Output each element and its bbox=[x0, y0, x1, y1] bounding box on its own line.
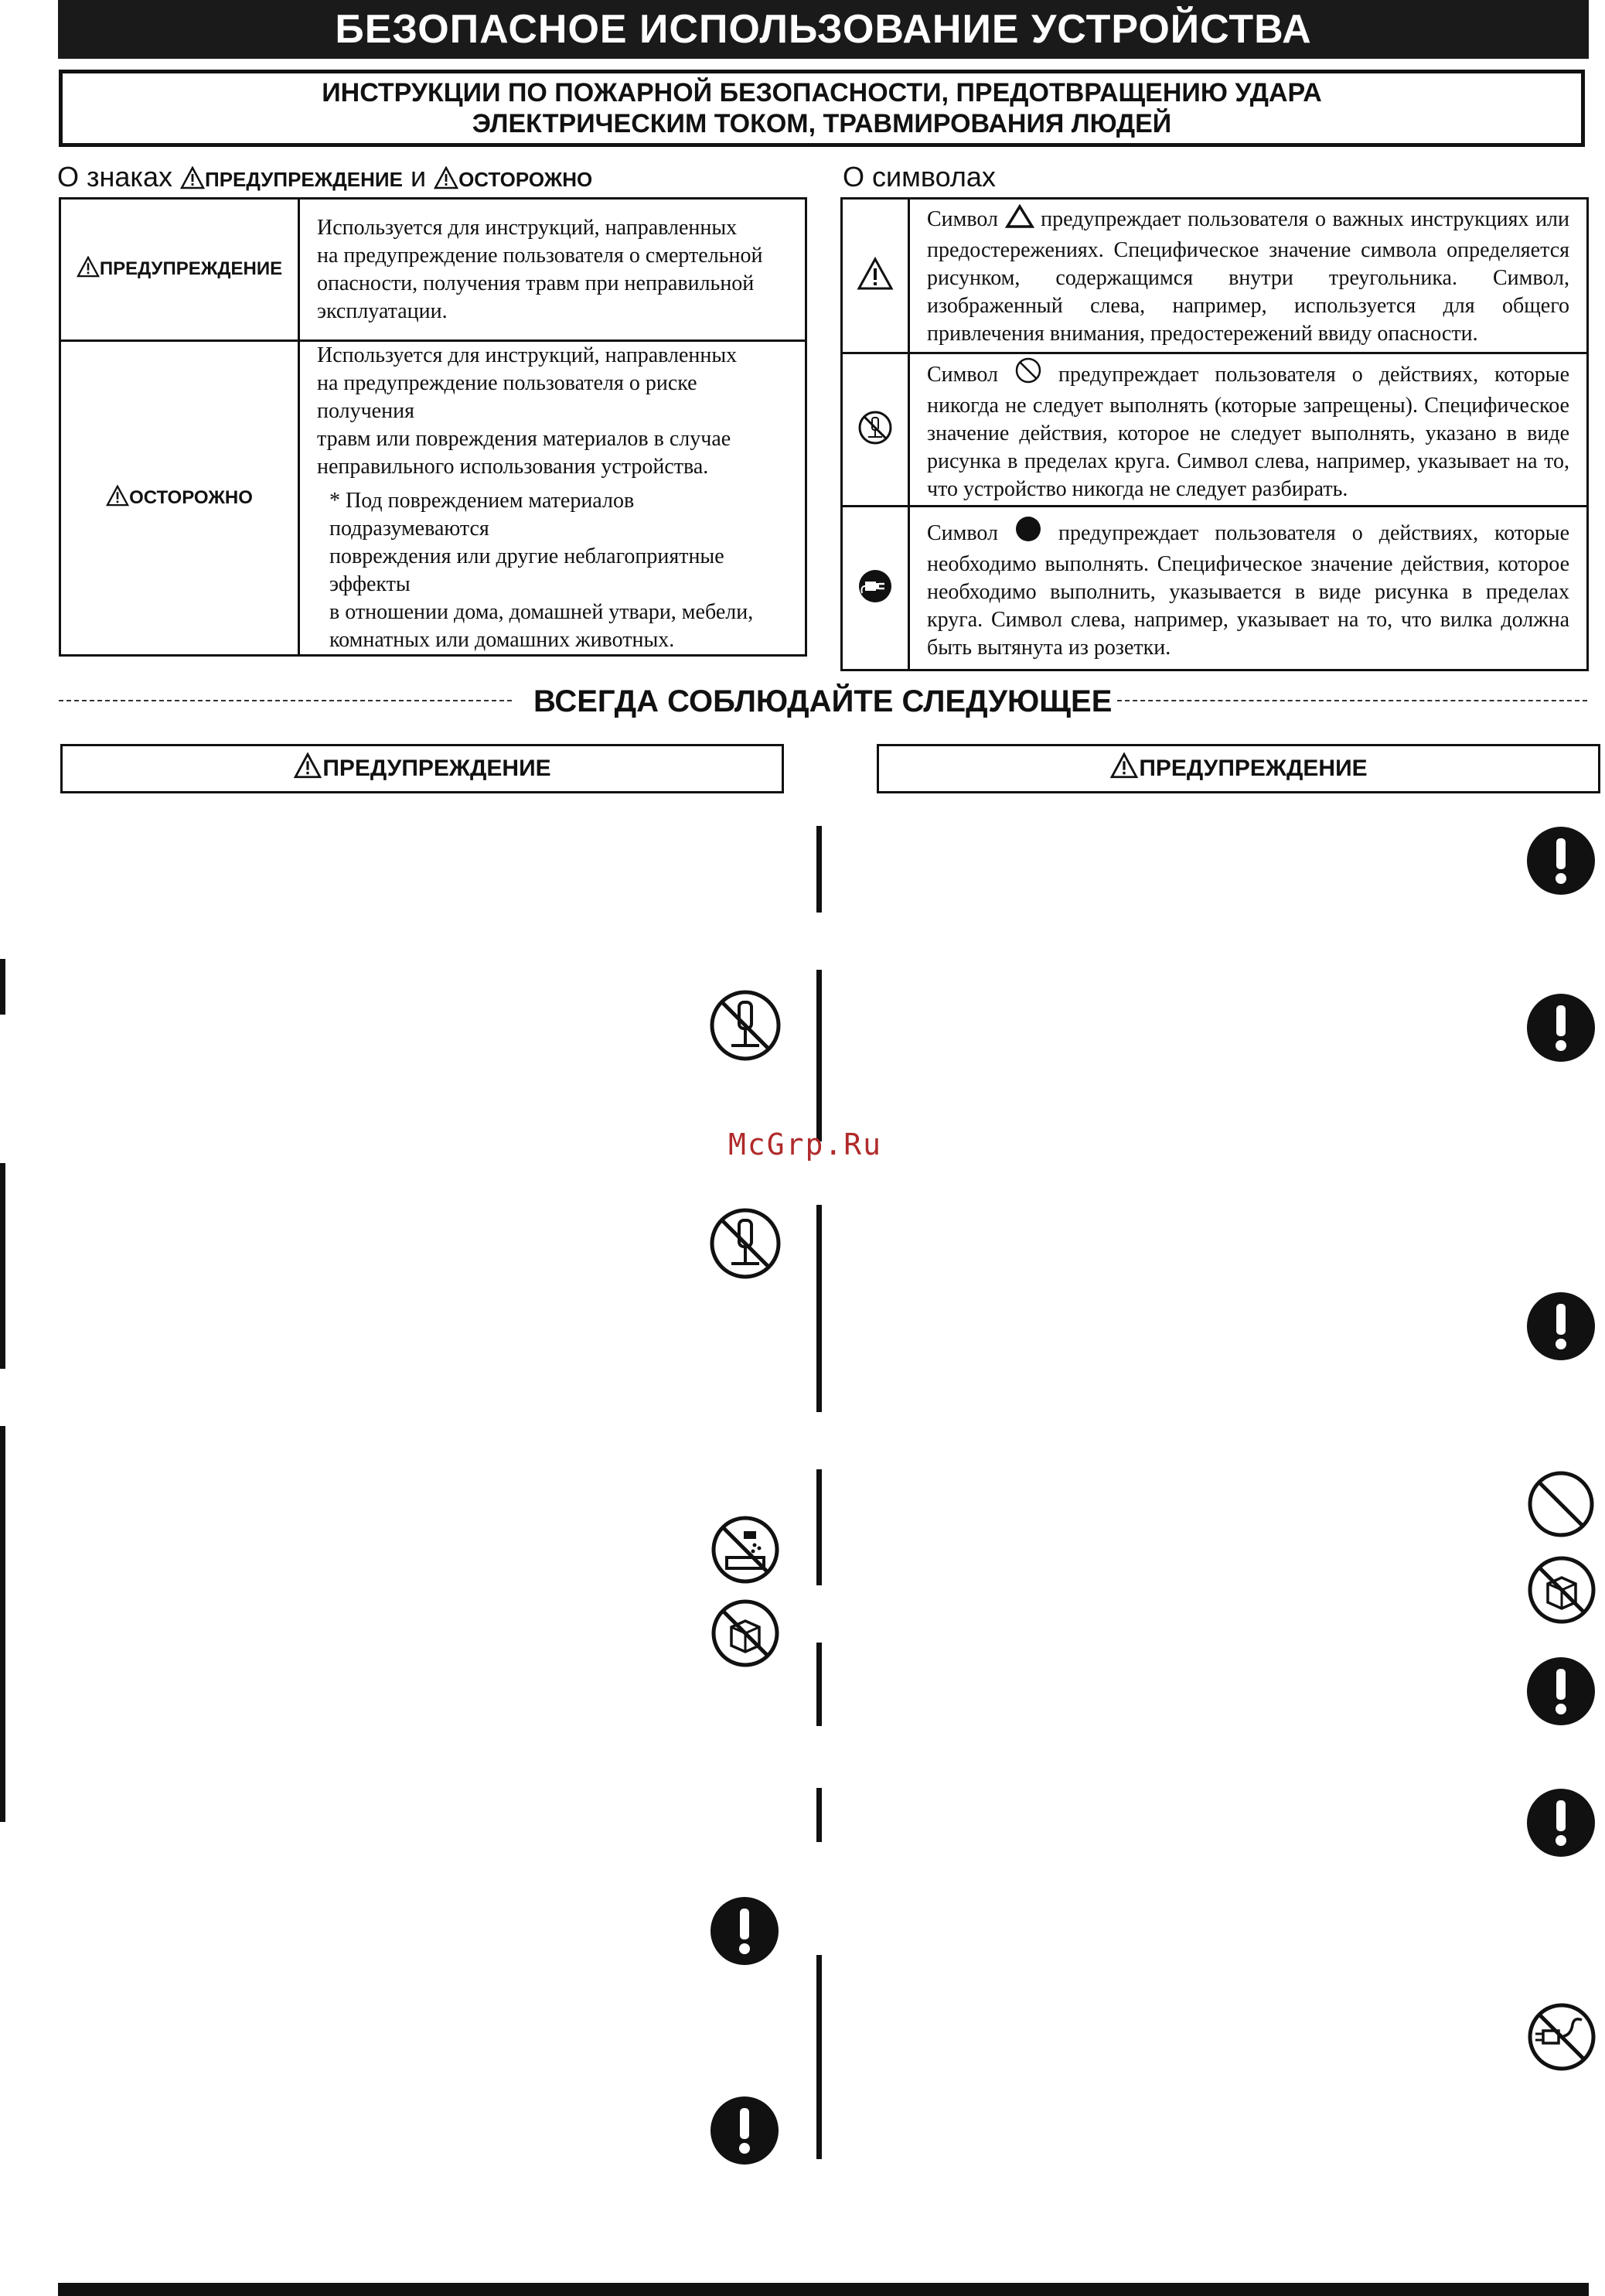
unplug-icon bbox=[857, 594, 893, 607]
warning-triangle-icon bbox=[180, 164, 205, 196]
watermark: McGrp.Ru bbox=[728, 1128, 883, 1162]
warning-desc-line: опасности, получения травм при неправильной bbox=[317, 271, 755, 295]
no-disassembly-icon bbox=[708, 1206, 782, 1284]
safety-subtitle bbox=[59, 70, 1585, 147]
symbol-lead: Символ bbox=[927, 362, 999, 387]
symbols-row-mandatory bbox=[842, 507, 1588, 670]
mandatory-action-icon bbox=[710, 1896, 779, 1970]
section-marker bbox=[816, 1643, 822, 1726]
symbol-cell-mandatory bbox=[842, 507, 909, 670]
warning-triangle-icon bbox=[106, 485, 129, 512]
always-heading: ВСЕГДА СОБЛЮДАЙТЕ СЛЕДУЮЩЕЕ bbox=[533, 684, 1113, 718]
section-marker bbox=[816, 1788, 822, 1842]
warning-triangle-icon bbox=[77, 256, 100, 283]
no-moisture-icon bbox=[710, 1598, 781, 1673]
warning-triangle-icon bbox=[857, 281, 894, 294]
divider-left bbox=[59, 700, 512, 701]
page-title: БЕЗОПАСНОЕ ИСПОЛЬЗОВАНИЕ УСТРОЙСТВА bbox=[58, 0, 1589, 59]
right-warning-header bbox=[877, 744, 1600, 793]
symbol-description-mandatory bbox=[909, 507, 1588, 670]
triangle-outline-icon bbox=[1005, 204, 1034, 237]
warning-sign-description bbox=[299, 199, 806, 341]
warning-triangle-icon bbox=[293, 752, 322, 785]
section-marker bbox=[816, 1955, 822, 2159]
warning-triangle-icon bbox=[434, 164, 458, 196]
symbol-lead: Символ bbox=[927, 206, 999, 231]
signs-table bbox=[59, 197, 807, 657]
caution-desc-line: Используется для инструкций, направленных bbox=[317, 343, 738, 367]
section-marker bbox=[816, 970, 822, 1141]
right-warning-header-label: ПРЕДУПРЕЖДЕНИЕ bbox=[1139, 756, 1368, 781]
mandatory-action-icon bbox=[1526, 993, 1596, 1066]
filled-circle-icon bbox=[1014, 515, 1042, 551]
caution-note-line: в отношении дома, домашней утвари, мебели, bbox=[329, 600, 754, 624]
caution-note bbox=[317, 487, 788, 654]
signs-label-caution: ОСТОРОЖНО bbox=[458, 168, 593, 191]
warning-desc-line: эксплуатации. bbox=[317, 299, 448, 323]
no-disassembly-icon bbox=[857, 435, 893, 449]
section-marker bbox=[816, 1469, 822, 1585]
mandatory-action-icon bbox=[1526, 1788, 1596, 1861]
section-marker bbox=[816, 826, 822, 913]
symbol-description-prohibited bbox=[909, 353, 1588, 507]
signs-section-label bbox=[57, 161, 592, 196]
caution-note-line: комнатных или домашних животных. bbox=[329, 628, 675, 652]
subtitle-line-1: ИНСТРУКЦИИ ПО ПОЖАРНОЙ БЕЗОПАСНОСТИ, ПРЕДОТВРАЩЕНИЮ УДАРА bbox=[322, 78, 1322, 107]
no-water-spray-icon bbox=[710, 1514, 781, 1589]
left-warning-header bbox=[60, 744, 784, 793]
caution-sign-cell bbox=[60, 341, 299, 656]
symbol-text: предупреждает пользователя о действиях, которые никогда не следует выполнять (которые запрещены). Специфическое значение действия, которое не следует выполнять, указано в виде рисунка в пределах круга. Символ слева, например, указывает на то, что устройство никогда не следует разбирать. bbox=[927, 362, 1570, 501]
mandatory-action-icon bbox=[1526, 1291, 1596, 1365]
symbol-cell-prohibited bbox=[842, 353, 909, 507]
caution-note-line: повреждения или другие неблагоприятные эффекты bbox=[329, 544, 724, 596]
signs-row-caution bbox=[60, 341, 806, 656]
prohibition-circle-icon bbox=[1014, 357, 1042, 392]
mandatory-action-icon bbox=[710, 2096, 779, 2169]
warning-desc-line: Используется для инструкций, направленных bbox=[317, 215, 738, 240]
signs-label-warning: ПРЕДУПРЕЖДЕНИЕ bbox=[205, 168, 403, 191]
symbol-text: предупреждает пользователя о действиях, которые необходимо выполнять. Специфическое значение действия, которое необходимо выполнить, указывается в виде рисунка в пределах круга. Символ слева, например, указывает на то, что вилка должна быть вытянута из розетки. bbox=[927, 520, 1570, 660]
warning-sign-name: ПРЕДУПРЕЖДЕНИЕ bbox=[99, 258, 283, 279]
symbol-cell-triangle bbox=[842, 199, 909, 353]
no-disassembly-icon bbox=[708, 988, 782, 1066]
symbols-row-prohibited bbox=[842, 353, 1588, 507]
left-warning-header-label: ПРЕДУПРЕЖДЕНИЕ bbox=[322, 756, 551, 781]
margin-marker bbox=[0, 1163, 5, 1369]
caution-desc-line: травм или повреждения материалов в случае bbox=[317, 427, 731, 451]
no-cord-damage-icon bbox=[1526, 2001, 1597, 2076]
warning-desc-line: на предупреждение пользователя о смертельной bbox=[317, 243, 763, 268]
symbol-description-triangle bbox=[909, 199, 1588, 353]
caution-sign-name: ОСТОРОЖНО bbox=[129, 486, 253, 508]
symbol-lead: Символ bbox=[927, 520, 999, 545]
caution-desc-line: на предупреждение пользователя о риске получения bbox=[317, 371, 697, 423]
warning-sign-cell bbox=[60, 199, 299, 341]
caution-sign-description bbox=[299, 341, 806, 656]
symbols-table bbox=[840, 197, 1589, 671]
bottom-bar bbox=[58, 2283, 1589, 2296]
divider-right bbox=[1117, 700, 1587, 701]
caution-desc-line: неправильного использования устройства. bbox=[317, 455, 709, 479]
warning-triangle-icon bbox=[1109, 752, 1139, 785]
signs-row-warning bbox=[60, 199, 806, 341]
prohibited-icon bbox=[1526, 1469, 1596, 1543]
symbol-text: предупреждает пользователя о важных инструкциях или предостережениях. Специфическое значение символа определяется рисунком, содержащимся внутри треугольника. Символ, изображенный слева, например, используется для общего привлечения внимания, предостережений ввиду опасности. bbox=[927, 206, 1570, 346]
section-marker bbox=[816, 1205, 822, 1412]
margin-marker bbox=[0, 959, 5, 1015]
signs-label-and: и bbox=[410, 161, 427, 193]
signs-label-prefix: О знаках bbox=[57, 161, 172, 193]
mandatory-action-icon bbox=[1526, 1656, 1596, 1730]
subtitle-line-2: ЭЛЕКТРИЧЕСКИМ ТОКОМ, ТРАВМИРОВАНИЯ ЛЮДЕЙ bbox=[472, 109, 1172, 138]
no-moisture-icon bbox=[1526, 1554, 1597, 1629]
margin-marker bbox=[0, 1426, 5, 1822]
symbols-section-label: О символах bbox=[843, 161, 996, 193]
mandatory-action-icon bbox=[1526, 826, 1596, 899]
symbols-row-triangle bbox=[842, 199, 1588, 353]
caution-note-line: * Под повреждением материалов подразумеваются bbox=[329, 489, 635, 541]
